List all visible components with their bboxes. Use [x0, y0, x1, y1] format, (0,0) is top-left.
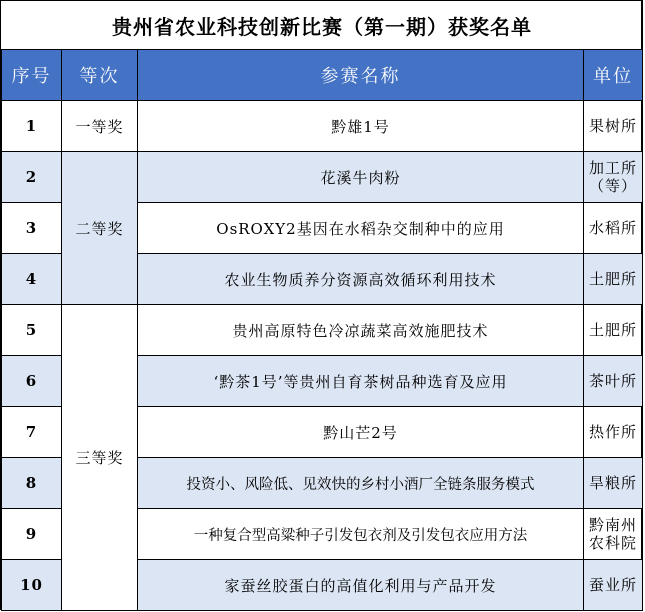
row-unit-line: 蚕业所: [588, 576, 637, 594]
header-entry: 参赛名称: [138, 50, 584, 101]
rank-third: 三等奖: [62, 305, 138, 611]
row-unit-line: （等）: [588, 177, 637, 195]
page-title: 贵州省农业科技创新比赛（第一期）获奖名单: [2, 1, 643, 50]
row-entry: 花溪牛肉粉: [138, 152, 584, 203]
header-row: [2, 50, 643, 101]
row-index: 10: [2, 560, 62, 611]
row-unit-line: 水稻所: [588, 219, 637, 237]
row-entry: 投资小、风险低、见效快的乡村小酒厂全链条服务模式: [138, 458, 584, 509]
row-index: 9: [2, 509, 62, 560]
row-index: 8: [2, 458, 62, 509]
row-index: 6: [2, 356, 62, 407]
row-unit: [584, 407, 643, 458]
row-unit-line: 果树所: [588, 117, 637, 135]
row-unit-line: 土肥所: [588, 270, 637, 288]
row-index: 5: [2, 305, 62, 356]
row-index: 4: [2, 254, 62, 305]
row-unit-line: 热作所: [588, 423, 637, 441]
row-index: 7: [2, 407, 62, 458]
row-unit-line: 加工所: [588, 159, 637, 177]
row-unit: [584, 560, 643, 611]
table-row: [2, 305, 643, 356]
row-unit-line: 土肥所: [588, 321, 637, 339]
table-row: [2, 152, 643, 203]
row-index: 1: [2, 101, 62, 152]
header-unit: 单位: [584, 50, 643, 101]
header-index: 序号: [2, 50, 62, 101]
header-rank: 等次: [62, 50, 138, 101]
row-entry: 一种复合型高粱种子引发包衣剂及引发包衣应用方法: [138, 509, 584, 560]
row-entry: 黔山芒2号: [138, 407, 584, 458]
rank-first: 一等奖: [62, 101, 138, 152]
row-unit: [584, 101, 643, 152]
title-row: [2, 1, 643, 50]
row-unit: [584, 356, 643, 407]
row-entry: ‘黔茶1号’等贵州自育茶树品种选育及应用: [138, 356, 584, 407]
row-entry: OsROXY2基因在水稻杂交制种中的应用: [138, 203, 584, 254]
row-unit: [584, 152, 643, 203]
row-entry: 家蚕丝胶蛋白的高值化利用与产品开发: [138, 560, 584, 611]
row-index: 3: [2, 203, 62, 254]
row-index: 2: [2, 152, 62, 203]
row-unit: [584, 203, 643, 254]
row-unit-line: 黔南州: [588, 516, 637, 534]
row-unit-line: 茶叶所: [588, 372, 637, 390]
row-unit-line: 农科院: [588, 534, 637, 552]
table-row: [2, 101, 643, 152]
row-entry: 黔雄1号: [138, 101, 584, 152]
row-unit: [584, 509, 643, 560]
row-unit: [584, 305, 643, 356]
row-unit-line: 旱粮所: [588, 474, 637, 492]
row-entry: 贵州高原特色冷凉蔬菜高效施肥技术: [138, 305, 584, 356]
row-unit: [584, 458, 643, 509]
award-table: [1, 1, 643, 611]
rank-second: 二等奖: [62, 152, 138, 305]
row-entry: 农业生物质养分资源高效循环利用技术: [138, 254, 584, 305]
row-unit: [584, 254, 643, 305]
